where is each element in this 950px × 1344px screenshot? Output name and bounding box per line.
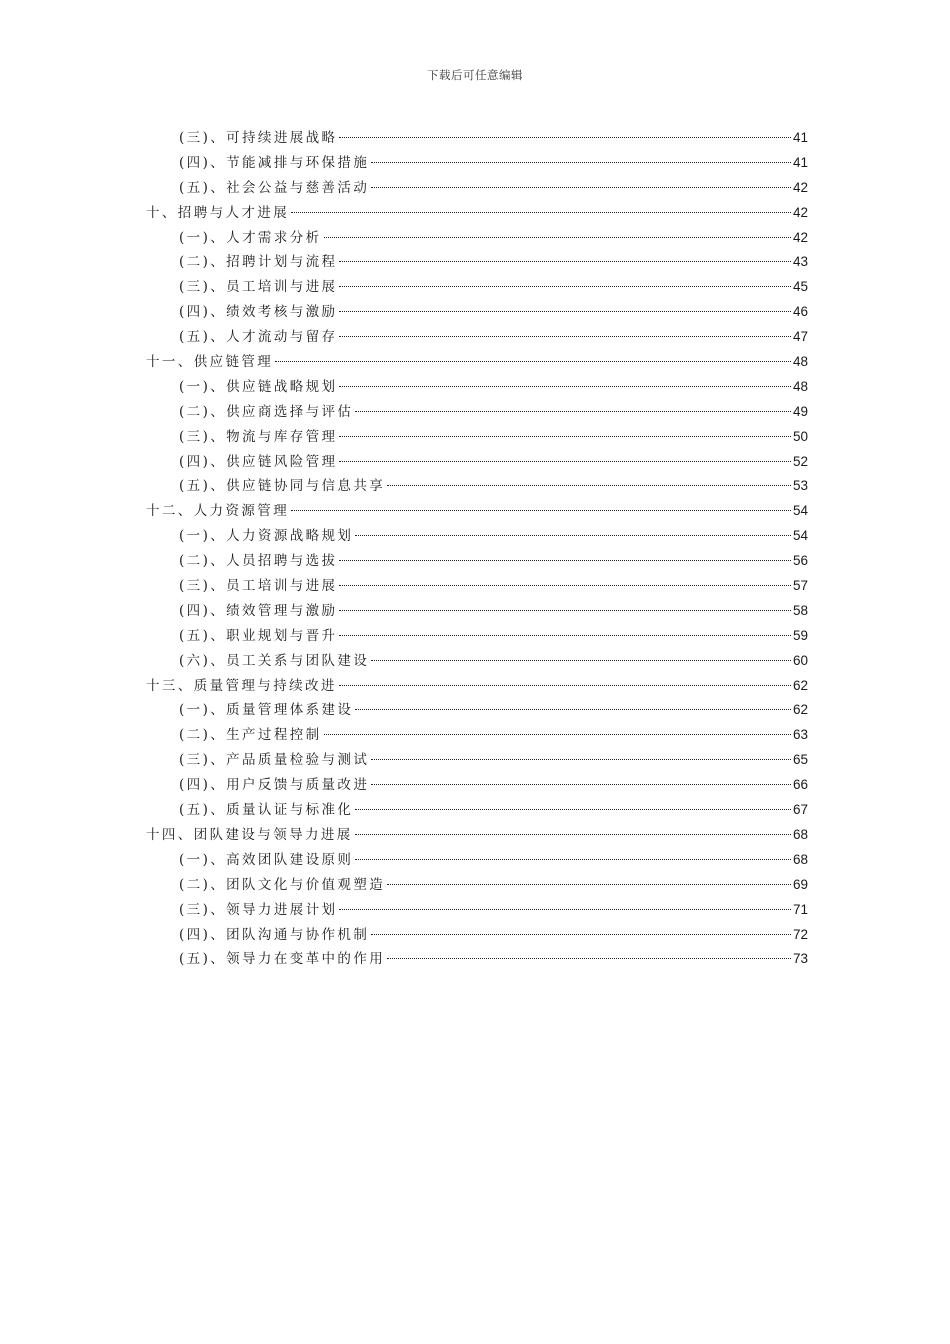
toc-section-entry[interactable] — [146, 325, 808, 350]
toc-entry-title: (一)、质量管理体系建设 — [179, 702, 354, 719]
toc-dot-leader — [355, 535, 791, 536]
toc-page-number: 73 — [792, 951, 808, 967]
toc-section-entry[interactable] — [146, 898, 808, 923]
toc-entry-title: (四)、用户反馈与质量改进 — [179, 777, 370, 794]
page-header: 下载后可任意编辑 — [427, 68, 523, 82]
toc-page-number: 54 — [792, 503, 808, 519]
table-of-contents — [146, 126, 808, 972]
toc-dot-leader — [387, 958, 791, 959]
toc-entry-title: (四)、供应链风险管理 — [179, 453, 338, 470]
toc-page-number: 63 — [792, 727, 808, 743]
toc-section-entry[interactable] — [146, 723, 808, 748]
toc-entry-title: (二)、供应商选择与评估 — [179, 403, 354, 420]
toc-page-number: 56 — [792, 553, 808, 569]
toc-dot-leader — [371, 660, 791, 661]
toc-dot-leader — [355, 834, 791, 835]
toc-entry-title: (四)、团队沟通与协作机制 — [179, 926, 370, 943]
toc-dot-leader — [339, 261, 791, 262]
toc-page-number: 54 — [792, 528, 808, 544]
toc-dot-leader — [387, 485, 791, 486]
toc-page-number: 43 — [792, 254, 808, 270]
toc-page-number: 41 — [792, 154, 808, 170]
toc-entry-title: (一)、供应链战略规划 — [179, 378, 338, 395]
toc-dot-leader — [355, 859, 791, 860]
toc-dot-leader — [339, 311, 791, 312]
toc-entry-title: (四)、绩效管理与激励 — [179, 602, 338, 619]
toc-page-number: 65 — [792, 752, 808, 768]
toc-dot-leader — [339, 560, 791, 561]
toc-entry-title: (四)、节能减排与环保措施 — [179, 154, 370, 171]
toc-page-number: 50 — [792, 428, 808, 444]
toc-dot-leader — [339, 336, 791, 337]
toc-chapter-entry[interactable] — [146, 823, 808, 848]
toc-page-number: 68 — [792, 826, 808, 842]
toc-page-number: 52 — [792, 453, 808, 469]
toc-entry-title: (二)、生产过程控制 — [179, 727, 322, 744]
toc-dot-leader — [339, 685, 791, 686]
toc-section-entry[interactable] — [146, 151, 808, 176]
toc-dot-leader — [387, 884, 791, 885]
toc-dot-leader — [371, 784, 791, 785]
toc-entry-title: 十三、质量管理与持续改进 — [146, 677, 337, 694]
toc-entry-title: (二)、团队文化与价值观塑造 — [179, 876, 386, 893]
toc-dot-leader — [339, 137, 791, 138]
toc-entry-title: (一)、人才需求分析 — [179, 229, 322, 246]
toc-entry-title: (三)、可持续进展战略 — [179, 130, 338, 146]
toc-dot-leader — [355, 809, 791, 810]
toc-dot-leader — [339, 436, 791, 437]
toc-section-entry[interactable] — [146, 300, 808, 325]
toc-section-entry[interactable] — [146, 176, 808, 201]
toc-dot-leader — [324, 237, 791, 238]
toc-entry-title: (二)、人员招聘与选拔 — [179, 553, 338, 570]
toc-page-number: 66 — [792, 777, 808, 793]
toc-page-number: 62 — [792, 702, 808, 718]
toc-dot-leader — [355, 709, 791, 710]
toc-entry-title: (五)、职业规划与晋升 — [179, 627, 338, 644]
toc-section-entry[interactable] — [146, 474, 808, 499]
toc-page-number: 69 — [792, 876, 808, 892]
toc-dot-leader — [339, 386, 791, 387]
toc-entry-title: (一)、高效团队建设原则 — [179, 851, 354, 868]
toc-dot-leader — [371, 187, 791, 188]
toc-page-number: 47 — [792, 329, 808, 345]
toc-entry-title: (三)、产品质量检验与测试 — [179, 752, 370, 769]
toc-section-entry[interactable] — [146, 524, 808, 549]
toc-section-entry[interactable] — [146, 275, 808, 300]
toc-entry-title: (五)、供应链协同与信息共享 — [179, 478, 386, 495]
toc-dot-leader — [291, 212, 791, 213]
toc-dot-leader — [371, 162, 791, 163]
toc-section-entry[interactable] — [146, 748, 808, 773]
toc-section-entry[interactable] — [146, 126, 808, 151]
toc-entry-title: 十二、人力资源管理 — [146, 503, 290, 520]
toc-section-entry[interactable] — [146, 798, 808, 823]
toc-dot-leader — [291, 510, 791, 511]
toc-dot-leader — [355, 411, 791, 412]
toc-section-entry[interactable] — [146, 574, 808, 599]
toc-section-entry[interactable] — [146, 599, 808, 624]
toc-section-entry[interactable] — [146, 400, 808, 425]
toc-dot-leader — [339, 635, 791, 636]
toc-page-number: 67 — [792, 802, 808, 818]
toc-section-entry[interactable] — [146, 549, 808, 574]
toc-page-number: 48 — [792, 378, 808, 394]
toc-dot-leader — [339, 610, 791, 611]
toc-page-number: 41 — [792, 130, 808, 145]
toc-page-number: 68 — [792, 851, 808, 867]
toc-entry-title: (五)、人才流动与留存 — [179, 329, 338, 346]
toc-entry-title: (五)、社会公益与慈善活动 — [179, 179, 370, 196]
toc-entry-title: 十一、供应链管理 — [146, 354, 274, 371]
toc-chapter-entry[interactable] — [146, 674, 808, 699]
toc-entry-title: (六)、员工关系与团队建设 — [179, 652, 370, 669]
toc-page-number: 72 — [792, 926, 808, 942]
toc-page-number: 49 — [792, 403, 808, 419]
toc-entry-title: (五)、领导力在变革中的作用 — [179, 951, 386, 968]
toc-page-number: 71 — [792, 901, 808, 917]
toc-entry-title: (三)、物流与库存管理 — [179, 428, 338, 445]
toc-page-number: 58 — [792, 602, 808, 618]
toc-dot-leader — [275, 361, 791, 362]
toc-dot-leader — [324, 734, 791, 735]
toc-page-number: 42 — [792, 229, 808, 245]
toc-page-number: 57 — [792, 578, 808, 594]
toc-entry-title: 十、招聘与人才进展 — [146, 204, 290, 221]
toc-dot-leader — [371, 759, 791, 760]
toc-dot-leader — [339, 461, 791, 462]
toc-section-entry[interactable] — [146, 698, 808, 723]
toc-entry-title: (一)、人力资源战略规划 — [179, 528, 354, 545]
toc-chapter-entry[interactable] — [146, 499, 808, 524]
toc-section-entry[interactable] — [146, 624, 808, 649]
toc-section-entry[interactable] — [146, 226, 808, 251]
toc-dot-leader — [339, 286, 791, 287]
toc-chapter-entry[interactable] — [146, 201, 808, 226]
toc-page-number: 62 — [792, 677, 808, 693]
toc-page-number: 59 — [792, 627, 808, 643]
toc-page-number: 46 — [792, 304, 808, 320]
toc-entry-title: (三)、领导力进展计划 — [179, 901, 338, 918]
toc-section-entry[interactable] — [146, 848, 808, 873]
toc-section-entry[interactable] — [146, 450, 808, 475]
toc-entry-title: (五)、质量认证与标准化 — [179, 802, 354, 819]
toc-dot-leader — [339, 585, 791, 586]
toc-page-number: 48 — [792, 354, 808, 370]
toc-page-number: 53 — [792, 478, 808, 494]
toc-entry-title: (三)、员工培训与进展 — [179, 578, 338, 595]
toc-section-entry[interactable] — [146, 649, 808, 674]
toc-entry-title: (二)、招聘计划与流程 — [179, 254, 338, 271]
toc-page-number: 45 — [792, 279, 808, 295]
toc-section-entry[interactable] — [146, 425, 808, 450]
toc-page-number: 60 — [792, 652, 808, 668]
toc-section-entry[interactable] — [146, 873, 808, 898]
toc-entry-title: (三)、员工培训与进展 — [179, 279, 338, 296]
toc-section-entry[interactable] — [146, 923, 808, 948]
toc-section-entry[interactable] — [146, 947, 808, 972]
toc-section-entry[interactable] — [146, 375, 808, 400]
toc-page-number: 42 — [792, 179, 808, 195]
toc-dot-leader — [339, 909, 791, 910]
toc-chapter-entry[interactable] — [146, 350, 808, 375]
toc-dot-leader — [371, 934, 791, 935]
toc-section-entry[interactable] — [146, 773, 808, 798]
toc-section-entry[interactable] — [146, 250, 808, 275]
toc-page-number: 42 — [792, 204, 808, 220]
toc-entry-title: 十四、团队建设与领导力进展 — [146, 826, 353, 843]
toc-entry-title: (四)、绩效考核与激励 — [179, 304, 338, 321]
